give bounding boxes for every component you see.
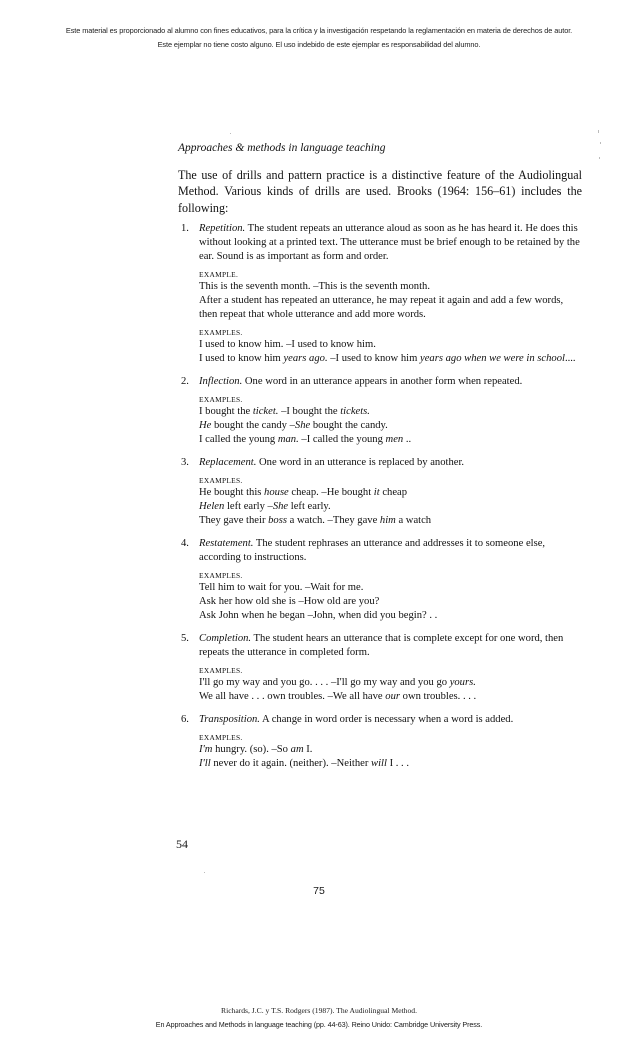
example-text: left early. bbox=[288, 501, 331, 513]
example-italic-word: She bbox=[272, 501, 289, 513]
drill-number: 4. bbox=[181, 538, 189, 550]
running-head: Approaches & methods in language teaching bbox=[178, 142, 386, 154]
example-italic-word: am bbox=[290, 744, 304, 756]
example-line bbox=[199, 405, 582, 419]
drill-description bbox=[199, 456, 582, 470]
example-text: –I used to know him bbox=[327, 353, 420, 365]
example-text: We all have . . . own troubles. –We all have bbox=[199, 691, 386, 703]
drill-text: One word in an utterance appears in another form when repeated. bbox=[242, 376, 523, 388]
example-italic-word: I'm bbox=[199, 744, 213, 756]
example-italic-word: yours. bbox=[449, 677, 476, 689]
example-italic-word: man. bbox=[277, 434, 299, 446]
example-italic-word: Helen bbox=[199, 501, 225, 513]
example-text: I. bbox=[303, 744, 313, 756]
citation-line-1: Richards, J.C. y T.S. Rodgers (1987). The Audiolingual Method. bbox=[221, 1006, 417, 1015]
examples-label: EXAMPLES. bbox=[199, 666, 243, 676]
drill-item bbox=[178, 222, 582, 366]
drill-item bbox=[178, 713, 582, 771]
example-text: own troubles. . . . bbox=[400, 691, 477, 703]
example-text: .... bbox=[564, 353, 576, 365]
example-text: –I called the young bbox=[298, 434, 386, 446]
drill-description bbox=[199, 222, 582, 264]
example-text: bought the candy. bbox=[310, 420, 388, 432]
example-italic-word: men bbox=[385, 434, 404, 446]
drill-number: 3. bbox=[181, 457, 189, 469]
citation-line-2: En Approaches and Methods in language teaching (pp. 44-63). Reino Unido: Cambridge University Press. bbox=[155, 1020, 483, 1029]
example-italic-word: will bbox=[371, 758, 387, 770]
example-line bbox=[199, 352, 582, 366]
example-text: .. bbox=[403, 434, 412, 446]
example-text: I bought the bbox=[199, 406, 253, 418]
copyright-notice-line-1: Este material es proporcionado al alumno con fines educativos, para la crítica y la investigación respetando la reglamentación en materia de derechos de autor. bbox=[65, 26, 573, 35]
drill-number: 5. bbox=[181, 633, 189, 645]
drill-term: Transposition. bbox=[199, 714, 260, 726]
example-text: They gave their bbox=[199, 515, 269, 527]
example-text: I'll go my way and you go. . . . –I'll go my way and you go bbox=[199, 677, 450, 689]
example-line bbox=[199, 595, 582, 609]
example-line bbox=[199, 690, 582, 704]
example-line bbox=[199, 514, 582, 528]
drill-description bbox=[199, 713, 582, 727]
example-text: –I bought the bbox=[278, 406, 341, 418]
drill-item bbox=[178, 537, 582, 623]
example-line bbox=[199, 280, 582, 294]
drill-description bbox=[199, 632, 582, 660]
example-text: never do it again. (neither). –Neither bbox=[210, 758, 372, 770]
example-text: hungry. (so). –So bbox=[212, 744, 291, 756]
example-text: After a student has repeated an utterance, he may repeat it again and add a few words, then repeat that whole utterance and add more words. bbox=[199, 295, 564, 321]
scan-speck bbox=[230, 133, 231, 134]
example-italic-word: it bbox=[373, 487, 380, 499]
example-text: I called the young bbox=[199, 434, 278, 446]
drill-text: One word in an utterance is replaced by another. bbox=[256, 457, 465, 469]
drill-item bbox=[178, 456, 582, 528]
example-line bbox=[199, 294, 582, 322]
book-page-number: 54 bbox=[176, 837, 188, 851]
drill-term: Repetition. bbox=[199, 223, 246, 235]
example-italic-word: He bbox=[199, 420, 212, 432]
example-italic-word: tickets. bbox=[340, 406, 370, 418]
drill-text: The student repeats an utterance aloud as soon as he has heard it. He does this without looking at a printed text. The utterance must be brief enough to be retained by the ear. Sound is as important as form and order. bbox=[199, 223, 580, 263]
example-line bbox=[199, 486, 582, 500]
drill-item bbox=[178, 375, 582, 447]
example-text: Tell him to wait for you. –Wait for me. bbox=[199, 582, 364, 594]
example-text: left early – bbox=[224, 501, 273, 513]
example-text: I used to know him. –I used to know him. bbox=[199, 339, 376, 351]
drill-text: The student rephrases an utterance and addresses it to someone else, according to instructions. bbox=[199, 538, 546, 564]
scan-speck bbox=[204, 872, 205, 873]
example-text: This is the seventh month. –This is the seventh month. bbox=[199, 281, 430, 293]
example-line bbox=[199, 581, 582, 595]
example-italic-word: house bbox=[264, 487, 289, 499]
examples-label: EXAMPLES. bbox=[199, 571, 243, 581]
examples-label: EXAMPLES. bbox=[199, 476, 243, 486]
example-line bbox=[199, 433, 582, 447]
example-italic-word: She bbox=[294, 420, 311, 432]
example-text: a watch bbox=[395, 515, 432, 527]
example-italic-word: years ago when we were in school bbox=[420, 353, 565, 365]
example-text: Ask her how old she is –How old are you? bbox=[199, 596, 380, 608]
example-line bbox=[199, 338, 582, 352]
example-text: Ask John when he began –John, when did you begin? . . bbox=[199, 610, 438, 622]
example-italic-word: him bbox=[379, 515, 396, 527]
drill-description bbox=[199, 375, 582, 389]
scanned-book-page bbox=[178, 142, 582, 780]
example-italic-word: I'll bbox=[199, 758, 211, 770]
drill-number: 6. bbox=[181, 714, 189, 726]
example-line bbox=[199, 757, 582, 771]
examples-label: EXAMPLE. bbox=[199, 270, 239, 280]
drill-number: 1. bbox=[181, 223, 189, 235]
example-text: a watch. –They gave bbox=[286, 515, 380, 527]
examples-label: EXAMPLES. bbox=[199, 733, 243, 743]
scan-speck bbox=[598, 130, 599, 133]
examples-label: EXAMPLES. bbox=[199, 328, 243, 338]
example-italic-word: our bbox=[385, 691, 400, 703]
example-text: He bought this bbox=[199, 487, 265, 499]
drill-item bbox=[178, 632, 582, 704]
example-italic-word: boss bbox=[268, 515, 287, 527]
copyright-notice-line-2: Este ejemplar no tiene costo alguno. El uso indebido de este ejemplar es responsabilidad del alumno. bbox=[157, 40, 481, 49]
example-line bbox=[199, 609, 582, 623]
drill-term: Completion. bbox=[199, 633, 252, 645]
example-italic-word: years ago. bbox=[283, 353, 328, 365]
drill-text: A change in word order is necessary when a word is added. bbox=[259, 714, 514, 726]
drill-number: 2. bbox=[181, 376, 189, 388]
drill-text: The student hears an utterance that is complete except for one word, then repeats the utterance in completed form. bbox=[199, 633, 564, 659]
example-line bbox=[199, 743, 582, 757]
example-text: bought the candy – bbox=[211, 420, 295, 432]
examples-label: EXAMPLES. bbox=[199, 395, 243, 405]
example-text: I used to know him bbox=[199, 353, 284, 365]
drill-term: Replacement. bbox=[199, 457, 257, 469]
intro-paragraph: The use of drills and pattern practice is a distinctive feature of the Audiolingual Method. Various kinds of drills are used. Brooks (1964: 156–61) includes the following: bbox=[178, 168, 582, 215]
example-line bbox=[199, 676, 582, 690]
drill-description bbox=[199, 537, 582, 565]
example-text: cheap. –He bought bbox=[288, 487, 374, 499]
example-text: cheap bbox=[379, 487, 408, 499]
example-line bbox=[199, 419, 582, 433]
drill-term: Inflection. bbox=[199, 376, 243, 388]
example-italic-word: ticket. bbox=[252, 406, 279, 418]
example-line bbox=[199, 500, 582, 514]
drill-list bbox=[178, 222, 582, 771]
example-text: I . . . bbox=[386, 758, 409, 770]
scan-speck bbox=[600, 142, 601, 144]
drill-term: Restatement. bbox=[199, 538, 254, 550]
pdf-page-number: 75 bbox=[313, 885, 325, 897]
scan-speck bbox=[599, 157, 600, 159]
